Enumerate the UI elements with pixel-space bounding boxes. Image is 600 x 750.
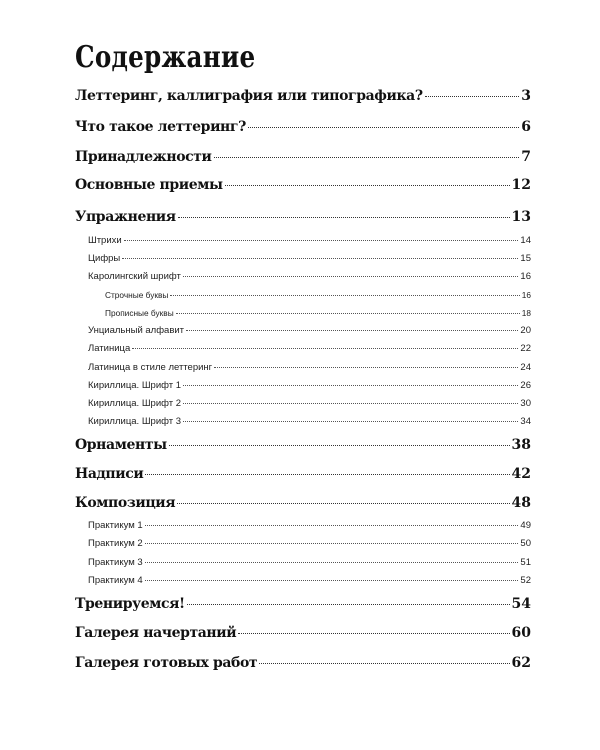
toc-entry-page: 62 (511, 655, 531, 671)
toc-entry-page: 54 (511, 596, 531, 612)
toc-entry-page: 22 (520, 343, 531, 354)
toc-entry-page: 7 (521, 149, 531, 165)
toc-entry-label: Цифры (88, 253, 121, 264)
toc-entry-label: Кириллица. Шрифт 2 (88, 398, 182, 409)
toc-subentry-latin[interactable] (88, 343, 531, 354)
toc-entry-page: 30 (520, 398, 531, 409)
toc-entry-page: 15 (520, 253, 531, 264)
toc-entry-what-is-lettering[interactable] (75, 119, 531, 135)
toc-entry-page: 16 (520, 271, 531, 282)
toc-entry-page: 14 (520, 235, 531, 246)
toc-entry-label: Принадлежности (75, 149, 212, 165)
dot-leader (170, 295, 519, 296)
toc-entry-inscriptions[interactable] (75, 466, 531, 482)
toc-entry-label: Тренируемся! (75, 596, 185, 612)
toc-subentry-cyrillic-2[interactable] (88, 398, 531, 409)
toc-entry-label: Надписи (75, 466, 144, 482)
toc-entry-label: Леттеринг, каллиграфия или типографика? (75, 88, 423, 104)
toc-entry-label: Штрихи (88, 235, 122, 246)
toc-entry-ornaments[interactable] (75, 437, 531, 453)
toc-entry-label: Унциальный алфавит (88, 325, 185, 336)
toc-entry-label: Практикум 4 (88, 575, 143, 586)
dot-leader (122, 258, 518, 259)
dot-leader (178, 217, 510, 218)
toc-entry-styles-gallery[interactable] (75, 625, 531, 641)
toc-subentry-cyrillic-1[interactable] (88, 380, 531, 391)
dot-leader (145, 543, 519, 544)
toc-entry-page: 49 (520, 520, 531, 531)
toc-subentry-practicum-4[interactable] (88, 575, 531, 586)
dot-leader (183, 421, 518, 422)
dot-leader (145, 525, 519, 526)
toc-entry-supplies[interactable] (75, 149, 531, 165)
toc-subsubentry-lowercase[interactable] (105, 290, 531, 300)
dot-leader (183, 403, 518, 404)
toc-subsubentry-uppercase[interactable] (105, 308, 531, 318)
toc-entry-label: Строчные буквы (105, 290, 169, 300)
dot-leader (186, 330, 518, 331)
toc-subentry-carolingian[interactable] (88, 271, 531, 282)
dot-leader (183, 276, 519, 277)
toc-entry-exercises[interactable] (75, 209, 531, 225)
page-title: Содержание (75, 40, 256, 75)
toc-entry-label: Что такое леттеринг? (75, 119, 246, 135)
toc-entry-page: 16 (521, 290, 531, 300)
toc-entry-label: Латиница (88, 343, 131, 354)
dot-leader (259, 663, 509, 664)
toc-entry-page: 48 (511, 495, 531, 511)
toc-entry-page: 38 (511, 437, 531, 453)
dot-leader (124, 240, 519, 241)
dot-leader (145, 474, 509, 475)
toc-entry-label: Упражнения (75, 209, 176, 225)
toc-entry-page: 20 (520, 325, 531, 336)
toc-entry-page: 3 (521, 88, 531, 104)
dot-leader (145, 562, 519, 563)
dot-leader (177, 503, 509, 504)
dot-leader (248, 127, 519, 128)
toc-subentry-practicum-2[interactable] (88, 538, 531, 549)
toc-entry-label: Кириллица. Шрифт 3 (88, 416, 182, 427)
dot-leader (214, 157, 520, 158)
dot-leader (225, 185, 510, 186)
toc-entry-label: Латиница в стиле леттеринг (88, 362, 213, 373)
toc-entry-page: 42 (511, 466, 531, 482)
toc-entry-page: 60 (511, 625, 531, 641)
toc-entry-practice[interactable] (75, 596, 531, 612)
toc-entry-label: Орнаменты (75, 437, 167, 453)
toc-entry-page: 24 (520, 362, 531, 373)
toc-entry-label: Каролингский шрифт (88, 271, 181, 282)
toc-subentry-strokes[interactable] (88, 235, 531, 246)
toc-entry-composition[interactable] (75, 495, 531, 511)
dot-leader (214, 367, 518, 368)
toc-subentry-uncial[interactable] (88, 325, 531, 336)
dot-leader (176, 313, 520, 314)
toc-entry-page: 34 (520, 416, 531, 427)
toc-subentry-practicum-3[interactable] (88, 557, 531, 568)
dot-leader (183, 385, 518, 386)
toc-entry-page: 26 (520, 380, 531, 391)
toc-entry-label: Практикум 1 (88, 520, 143, 531)
toc-entry-basic-techniques[interactable] (75, 177, 531, 193)
toc-entry-page: 12 (511, 177, 531, 193)
toc-subentry-cyrillic-3[interactable] (88, 416, 531, 427)
dot-leader (145, 580, 519, 581)
dot-leader (187, 604, 510, 605)
toc-subentry-practicum-1[interactable] (88, 520, 531, 531)
toc-entry-label: Галерея начертаний (75, 625, 237, 641)
toc-entry-label: Прописные буквы (105, 308, 174, 318)
toc-subentry-latin-lettering[interactable] (88, 362, 531, 373)
toc-entry-page: 18 (521, 308, 531, 318)
toc-entry-works-gallery[interactable] (75, 655, 531, 671)
toc-entry-label: Практикум 3 (88, 557, 143, 568)
toc-entry-label: Кириллица. Шрифт 1 (88, 380, 182, 391)
toc-entry-page: 52 (520, 575, 531, 586)
dot-leader (238, 633, 509, 634)
toc-entry-label: Галерея готовых работ (75, 655, 258, 671)
dot-leader (425, 96, 520, 97)
toc-entry-lettering-calligraphy-typography[interactable] (75, 88, 531, 104)
toc-entry-page: 13 (511, 209, 531, 225)
toc-subentry-numerals[interactable] (88, 253, 531, 264)
toc-entry-page: 6 (521, 119, 531, 135)
toc-entry-page: 50 (520, 538, 531, 549)
dot-leader (132, 348, 518, 349)
dot-leader (169, 445, 510, 446)
toc-entry-label: Композиция (75, 495, 176, 511)
toc-entry-label: Практикум 2 (88, 538, 143, 549)
toc-entry-page: 51 (520, 557, 531, 568)
toc-entry-label: Основные приемы (75, 177, 223, 193)
